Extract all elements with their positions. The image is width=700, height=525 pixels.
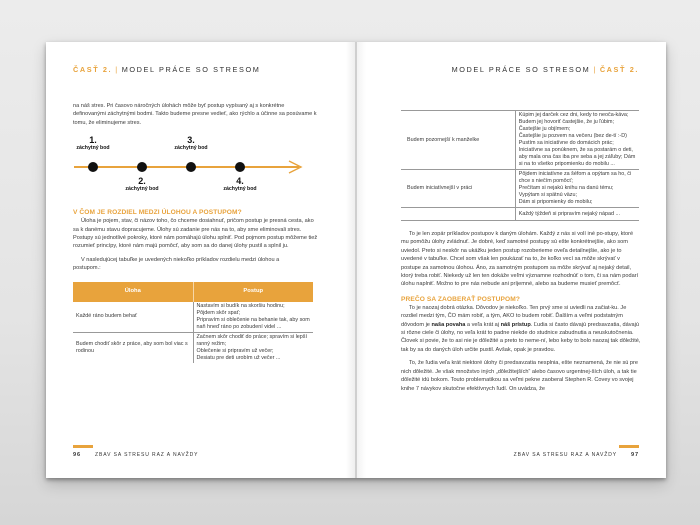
step: Vypýtam si spätnú väzu;: [518, 192, 577, 198]
chapter-title: MODEL PRÁCE SO STRESOM: [451, 65, 591, 74]
task-procedure-table-continued: [401, 110, 639, 221]
point-caption: záchytný bod: [223, 186, 257, 193]
section-heading: PREČO SA ZAOBERAŤ POSTUPOM?: [401, 295, 520, 303]
step: Kúpim jej darček cez dni, kedy to neoča-káva; Budem jej hovoriť častejšie, že ju ľúbim; Častejšie ju objímem;: [518, 112, 629, 132]
point-number: 4.: [236, 176, 244, 187]
point-number: 3.: [187, 135, 195, 146]
timeline-point-4: [235, 162, 245, 172]
procedure-cell: [193, 302, 313, 333]
point-caption: záchytný bod: [76, 145, 110, 152]
book-spread: [46, 42, 666, 478]
running-head: [73, 65, 260, 74]
paragraph-2: V nasledujúcej tabuľke je uvedených niekoľko príkladov rozdielu medzi úlohou a postupom.:: [73, 256, 280, 272]
point-number: 1.: [89, 135, 97, 146]
step: Pôjdem skôr spať;: [196, 309, 241, 316]
intro-paragraph: [73, 102, 318, 127]
body-paragraph: [73, 217, 318, 251]
point-caption: záchytný bod: [125, 186, 159, 193]
task-cell: [401, 208, 515, 221]
step: Častejšie ju pozvem na večeru (bez de-tí :-D): [518, 133, 627, 139]
body-paragraph: [401, 304, 641, 354]
intro-text: na náš stres. Pri časovo náročných úlohách môže byť postup vypísaný aj s konkrétne definovanými záchytnými bodmi. Takto budeme presne vedieť, ako rýchlo a účinne sa posúvame k tomu, že eliminujeme stres.: [73, 103, 317, 126]
paragraph-2: [401, 304, 641, 354]
step: Pôjdem iniciatívne za šéfom a opýtam sa ho, či chce s niečím pomôcť;: [518, 171, 632, 184]
page-number: 97: [630, 452, 639, 458]
body-paragraph: [401, 359, 641, 393]
separator: |: [115, 65, 119, 74]
left-column: [73, 102, 318, 363]
bold-phrase: naša povaha: [431, 321, 466, 328]
book-title: ZBAV SA STRESU RAZ A NAVŽDY: [95, 452, 199, 458]
step: Každý týždeň si pripravím nejaký nápad ...: [518, 210, 621, 217]
part-label: ČASŤ 2.: [599, 65, 639, 74]
step: Oblečenie si pripravím už večer;: [196, 347, 274, 354]
bold-phrase: náš prístup: [500, 321, 531, 328]
footer-accent-bar: [73, 445, 93, 448]
step: Desiatu pre deti urobím už večer ...: [196, 354, 281, 361]
timeline-label-4: [210, 176, 270, 193]
text-run: . Ľudia si často dávajú predsavzatia, dávajú si rôzne ciele či úlohy, no veľa krát to padne niekde do studnice zabudnutia a neuskutočnenia. Človek si povie, že to asi nie je dôležité a preto to neme-ní, lebo keby to bolo naozaj tak dôležité, tak by sa do daných úloh určite pustil. Avšak, opak je pravdou.: [401, 321, 641, 353]
part-label: ČASŤ 2.: [73, 65, 113, 74]
table-row: [401, 170, 639, 208]
body-paragraph: [73, 256, 293, 273]
task-cell: Každé ráno budem behať: [73, 302, 193, 333]
page-footer: [514, 452, 639, 459]
text-run: a veľa krát aj: [465, 321, 501, 328]
table-row: [73, 332, 313, 363]
step: Dám si pripomienky do mobilu;: [518, 199, 593, 205]
step: Začnem skôr chodiť do práce; spravím si lepší ranný režim;: [196, 333, 307, 347]
page-number: 96: [73, 452, 82, 458]
section-heading: V ČOM JE ROZDIEL MEDZI ÚLOHOU A POSTUPOM?: [73, 209, 242, 217]
chapter-title: MODEL PRÁCE SO STRESOM: [121, 65, 261, 74]
timeline-point-2: [137, 162, 147, 172]
step: Pripravím si oblečenie na behanie tak, aby som naň hneď ráno po zobudení videl ...: [196, 316, 310, 330]
page-footer: [73, 452, 198, 459]
separator: |: [593, 65, 597, 74]
table-header-task: Úloha: [73, 282, 193, 302]
procedure-cell: [515, 208, 639, 221]
task-cell: Budem chodiť skôr z práce, aby som bol viac s rodinou: [73, 332, 193, 363]
step: Prečítam si nejakú knihu na danú tému;: [518, 185, 614, 191]
task-procedure-table: [73, 282, 313, 363]
timeline-label-3: [161, 135, 221, 152]
procedure-cell: [515, 170, 639, 208]
right-column: [401, 110, 641, 393]
table-header-procedure: Postup: [193, 282, 313, 302]
point-number: 2.: [138, 176, 146, 187]
timeline-diagram: [74, 133, 314, 199]
left-page: [46, 42, 356, 478]
footer-accent-bar: [619, 445, 639, 448]
paragraph-3: To, že ľudia veľa krát niektoré úlohy či predsavzatia nesplnia, ešte neznamená, že nie sú pre nich dôležité. Je však množstvo iných „dôležitejších“ alebo časovo urgentnej-ších úloh, a tak tie dôležité idú bokom. Touto problematikou sa veľmi pekne zaoberal Stephen R. Covey vo svojej knihe 7 návykov skutočne efektívnych ľudí. On uvádza, že: [401, 360, 639, 392]
step: Nastavím si budík na skoršiu hodinu;: [196, 302, 285, 309]
timeline-label-1: [63, 135, 123, 152]
table-row: [401, 111, 639, 170]
timeline-point-3: [186, 162, 196, 172]
body-paragraph: [401, 230, 641, 289]
table-row: [73, 302, 313, 333]
timeline-label-2: [112, 176, 172, 193]
procedure-cell: [515, 111, 639, 170]
running-head: [452, 65, 639, 74]
text-run: To je naozaj dobrá otázka. Dôvodov je niekoľko. Ten prvý sme si uviedli na začiat-ku. Je rozdiel medzi tým, ČO mám robiť, a tým, AKO to budem robiť. Ďalším a veľmi podstatným dôvodom je: [401, 304, 627, 328]
paragraph-1: To je len zopár príkladov postupov k daným úlohám. Každý z nás si volí iné po-stupy, ktoré mu pomôžu úlohy zvládnuť. Je dobré, keď samotné postupy sú ešte konkrétnejšie, ako som uviedol. Preto si neskôr na ukážku jeden postup rozoberieme oveľa detailnejšie, ako je to uvedené v tabuľke. Chcel som však len poukázať na to, že koľko vecí sa môže skrývať v postupe za samotnou úlohou. Áno, za samotným postupom sa môže skrývať aj nejaký detail, ktorý treba robiť. Niekedy už len ten dokáže veľmi významne rozhodnúť o tom, či sa nám podarí úlohu naplniť. Možno to pre nás nebude ani príjemné, alebo sa budeme musieť premôcť.: [401, 231, 639, 288]
task-cell: Budem pozornejší k manželke: [401, 111, 515, 170]
paragraph-1: Úloha je pojem, stav, či názov toho, čo chceme dosiahnuť, pričom postup je presná cesta, ako sa k danému stavu dopracujeme. Úlohy sú zadanie pre nás na to, aby sme eliminovali stres. Postupy sú jednotlivé pokroky, ktoré nám pomáhajú úlohu splniť. Pod pojmom postup môžeme tiež rozumieť princípy, ktoré nám majú pomôcť, aby som sa do danej úlohy pustil a splnil ju.: [73, 218, 318, 250]
book-spine: [355, 42, 357, 478]
book-title: ZBAV SA STRESU RAZ A NAVŽDY: [513, 452, 617, 458]
arrow-right-icon: [286, 158, 304, 176]
timeline-point-1: [88, 162, 98, 172]
step: Pustím sa iniciatívne do domácich prác; Iniciatívne sa ponúknem, že sa postarám o deti, aby mala ona čas iba pre seba a jej záľuby; Dám si na to všetko pripomienku do mobilu ...: [518, 140, 636, 167]
table-row: [401, 208, 639, 221]
task-cell: Budem iniciatívnejší v práci: [401, 170, 515, 208]
point-caption: záchytný bod: [174, 145, 208, 152]
right-page: [356, 42, 666, 478]
procedure-cell: [193, 332, 313, 363]
